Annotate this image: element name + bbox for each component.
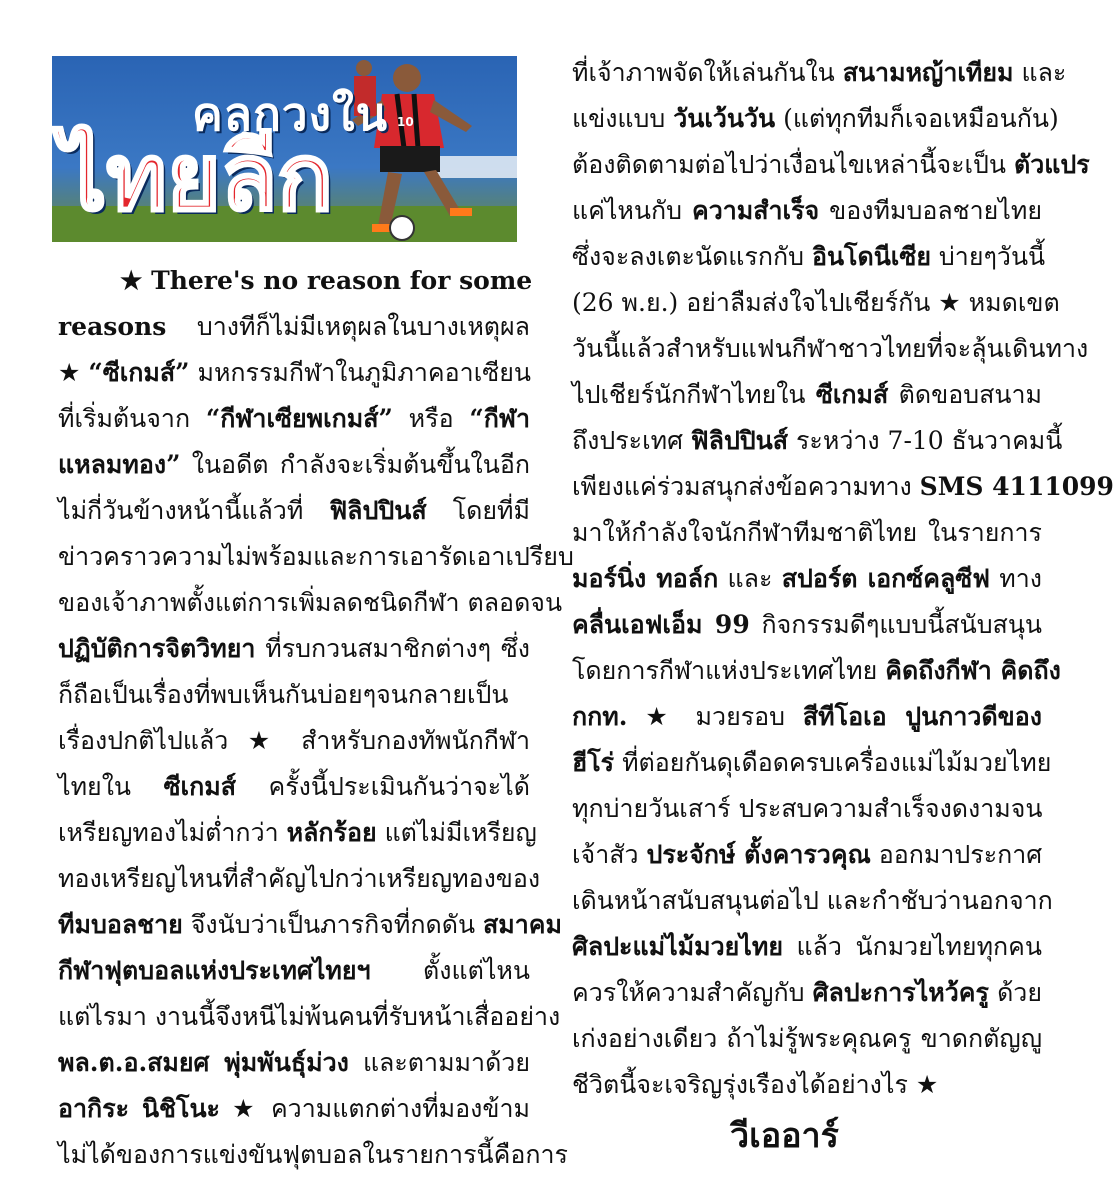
article-right-column: [572, 50, 1114, 1108]
text-line: [58, 948, 530, 994]
bold-text-segment: วันเว้นวัน: [673, 104, 776, 133]
text-segment: ไปเชียร์นักกีฬาไทยใน: [572, 380, 816, 409]
text-line: [572, 50, 1067, 96]
jersey-number: 10: [397, 115, 414, 129]
text-line: [572, 234, 1046, 280]
text-segment: เพียงแค่ร่วมสนุกส่งข้อความทาง: [572, 472, 920, 501]
text-segment: ครั้งนี้ประเมินกันว่าจะได้: [235, 772, 530, 801]
author-signature: วีเออาร์: [730, 1116, 839, 1156]
text-segment: ชีวิตนี้จะเจริญรุ่งเรืองได้อย่างไร ★: [572, 1070, 939, 1099]
bold-text-segment: แหลมทอง”: [58, 450, 181, 479]
text-segment: แค่ไหนกับ: [572, 196, 692, 225]
text-line: [58, 304, 530, 350]
text-segment: ที่รบกวนสมาชิกต่างๆ ซึ่ง: [255, 634, 530, 663]
text-line: [58, 672, 530, 718]
text-line: [572, 556, 1042, 602]
bold-text-segment: ซีเกมส์: [815, 380, 889, 409]
text-segment: ก็ถือเป็นเรื่องที่พบเห็นกันบ่อยๆจนกลายเป็น: [58, 680, 509, 709]
text-segment: ในอดีต กำลังจะเริ่มต้นขึ้นในอีก: [180, 450, 530, 479]
text-segment: ทุกบ่ายวันเสาร์ ประสบความสำเร็จงดงามจน: [572, 794, 1043, 823]
bold-text-segment: พล.ต.อ.สมยศ พุ่มพันธุ์ม่วง: [58, 1048, 349, 1077]
text-line: [572, 510, 1042, 556]
text-segment: และตามมาด้วย: [348, 1048, 530, 1077]
bold-text-segment: ★ There's no reason for some: [120, 266, 533, 295]
text-line: [58, 396, 530, 442]
text-segment: เดินหน้าสนับสนุนต่อไป และกำชับว่านอกจาก: [572, 886, 1053, 915]
text-segment: ด้วย: [988, 978, 1042, 1007]
bold-text-segment: สนามหญ้าเทียม: [842, 58, 1014, 87]
text-line: [572, 1016, 1042, 1062]
text-segment: (26 พ.ย.) อย่าลืมส่งใจไปเชียร์กัน ★ หมดเขต: [572, 288, 1060, 317]
text-segment: หรือ: [392, 404, 470, 433]
text-segment: ซึ่งจะลงเตะนัดแรกกับ: [572, 242, 812, 271]
text-segment: กิจกรรมดีๆแบบนี้สนับสนุน: [749, 610, 1042, 639]
text-segment: ของเจ้าภาพตั้งแต่การเพิ่มลดชนิดกีฬา ตลอดจน: [58, 588, 563, 617]
text-segment: ต้องติดตามต่อไปว่าเงื่อนไขเหล่านี้จะเป็น: [572, 150, 1014, 179]
bold-text-segment: ทีมบอลชาย: [58, 910, 183, 939]
header-title-big: ไทยลีก: [60, 124, 333, 231]
text-line: [572, 1062, 1042, 1108]
text-segment: ข่าวคราวความไม่พร้อมและการเอารัดเอาเปรียบ: [58, 542, 574, 571]
text-segment: ที่ต่อยกันดุเดือดครบเครื่องแม่ไม้มวยไทย: [614, 748, 1052, 777]
bold-text-segment: ฟิลิปปินส์: [329, 496, 427, 525]
column-header-banner: [52, 56, 517, 242]
text-segment: ติดขอบสนาม: [888, 380, 1042, 409]
text-segment: จึงนับว่าเป็นภารกิจที่กดดัน: [182, 910, 484, 939]
text-line: [58, 718, 530, 764]
text-line: [572, 418, 1063, 464]
text-segment: เหรียญทองไม่ต่ำกว่า: [58, 818, 287, 847]
bold-text-segment: คิดถึงกีฬา คิดถึง: [885, 656, 1061, 685]
bold-text-segment: “กีฬาเซียพเกมส์”: [205, 404, 393, 433]
text-segment: ไทยใน: [58, 772, 164, 801]
text-line: [58, 994, 561, 1040]
text-line: [572, 464, 1114, 510]
header-title-small: คลุกวงใน: [192, 87, 389, 141]
text-segment: แข่งแบบ: [572, 104, 674, 133]
bold-text-segment: ศิลปะแม่ไม้มวยไทย: [572, 932, 783, 961]
text-segment: ควรให้ความสำคัญกับ: [572, 978, 813, 1007]
bold-text-segment: มอร์นิ่ง ทอล์ก: [572, 564, 719, 593]
text-segment: (แต่ทุกทีมก็เจอเหมือนกัน): [775, 104, 1059, 133]
text-segment: ทาง: [989, 564, 1042, 593]
bold-text-segment: ความสำเร็จ: [691, 196, 820, 225]
text-line: [572, 372, 1042, 418]
bold-text-segment: ศิลปะการไหว้ครู: [812, 978, 989, 1007]
text-line: [572, 280, 1060, 326]
text-segment: แต่ไม่มีเหรียญ: [376, 818, 537, 847]
text-segment: เจ้าสัว: [572, 840, 647, 869]
text-line: [58, 580, 563, 626]
bold-text-segment: อินโดนีเซีย: [811, 242, 931, 271]
text-line: [58, 810, 537, 856]
text-segment: แล้ว นักมวยไทยทุกคน: [783, 932, 1042, 961]
text-segment: แต่ไรมา งานนี้จึงหนีไม่พ้นคนที่รับหน้าเสื่ออย่าง: [58, 1002, 561, 1031]
text-line: [572, 142, 1090, 188]
text-segment: ไม่กี่วันข้างหน้านี้แล้วที่: [58, 496, 330, 525]
text-line: [572, 740, 1052, 786]
text-line: [58, 902, 563, 948]
bold-text-segment: หลักร้อย: [286, 818, 377, 847]
text-line: [58, 1086, 530, 1132]
text-segment: และ: [1013, 58, 1067, 87]
text-segment: ที่เจ้าภาพจัดให้เล่นกันใน: [572, 58, 843, 87]
bold-text-segment: คลื่นเอฟเอ็ม 99: [572, 610, 750, 639]
bold-text-segment: สปอร์ต เอกซ์คลูซีฟ: [781, 564, 990, 593]
text-segment: มาให้กำลังใจนักกีฬาทีมชาติไทย ในรายการ: [572, 518, 1042, 547]
text-line: [58, 764, 530, 810]
article-left-column: [58, 258, 574, 1178]
text-segment: มหกรรมกีฬาในภูมิภาคอาเซียน: [189, 358, 531, 387]
text-line: [572, 924, 1042, 970]
bold-text-segment: ฟิลิปปินส์: [690, 426, 789, 455]
text-segment: และ: [718, 564, 782, 593]
text-line: [58, 1040, 530, 1086]
text-segment: วันนี้แล้วสำหรับแฟนกีฬาชาวไทยที่จะลุ้นเดินทาง: [572, 334, 1089, 363]
bold-text-segment: ประจักษ์ ตั้งคารวคุณ: [646, 840, 871, 869]
bold-text-segment: ซีเกมส์: [163, 772, 236, 801]
text-segment: ไม่ได้ของการแข่งขันฟุตบอลในรายการนี้คือการ: [58, 1140, 568, 1169]
bold-text-segment: SMS 4111099: [919, 472, 1114, 501]
bold-text-segment: กีฬาฟุตบอลแห่งประเทศไทยฯ: [58, 956, 371, 985]
text-segment: ที่เริ่มต้นจาก: [58, 404, 206, 433]
text-line: [572, 970, 1042, 1016]
bold-text-segment: reasons: [58, 312, 167, 341]
text-segment: บางทีก็ไม่มีเหตุผลในบางเหตุผล: [166, 312, 530, 341]
text-line: [572, 832, 1042, 878]
text-segment: ★ มวยรอบ: [627, 702, 803, 731]
text-line: [58, 442, 530, 488]
text-segment: ถึงประเทศ: [572, 426, 691, 455]
bold-text-segment: ฮีโร่: [572, 748, 615, 777]
text-line: [572, 786, 1042, 832]
text-segment: ทองเหรียญไหนที่สำคัญไปกว่าเหรียญทองของ: [58, 864, 541, 893]
text-line: [572, 648, 1061, 694]
text-segment: ระหว่าง 7-10 ธันวาคมนี้: [788, 426, 1063, 455]
text-line: [572, 96, 1059, 142]
text-line: [58, 258, 533, 304]
bold-text-segment: อากิระ นิชิโนะ: [58, 1094, 220, 1123]
text-segment: ★ ความแตกต่างที่มองข้าม: [219, 1094, 530, 1123]
text-line: [572, 326, 1089, 372]
text-line: [58, 534, 574, 580]
bold-text-segment: “ซีเกมส์”: [88, 358, 190, 387]
bold-text-segment: ตัวแปร: [1013, 150, 1090, 179]
text-segment: ★: [58, 358, 89, 387]
text-segment: บ่ายๆวันนี้: [930, 242, 1046, 271]
bold-text-segment: สีทีโอเอ ปูนกาวดีของ: [802, 702, 1042, 731]
text-line: [58, 488, 530, 534]
text-segment: โดยที่มี: [426, 496, 531, 525]
text-segment: เก่งอย่างเดียว ถ้าไม่รู้พระคุณครู ขาดกตัญญู: [572, 1024, 1042, 1053]
bold-text-segment: สมาคม: [483, 910, 563, 939]
text-line: [58, 626, 530, 672]
bold-text-segment: “กีฬา: [469, 404, 530, 433]
text-segment: ของทีมบอลชายไทย: [819, 196, 1043, 225]
text-segment: เรื่องปกติไปแล้ว ★ สำหรับกองทัพนักกีฬา: [58, 726, 530, 755]
text-line: [58, 856, 541, 902]
text-segment: ออกมาประกาศ: [870, 840, 1043, 869]
text-line: [572, 602, 1042, 648]
text-line: [58, 350, 530, 396]
text-segment: โดยการกีฬาแห่งประเทศไทย: [572, 656, 886, 685]
text-line: [572, 188, 1042, 234]
bold-text-segment: กกท.: [572, 702, 628, 731]
text-line: [572, 694, 1042, 740]
text-line: [572, 878, 1053, 924]
text-segment: ตั้งแต่ไหน: [370, 956, 530, 985]
text-line: [58, 1132, 568, 1178]
bold-text-segment: ปฏิบัติการจิตวิทยา: [58, 634, 256, 663]
